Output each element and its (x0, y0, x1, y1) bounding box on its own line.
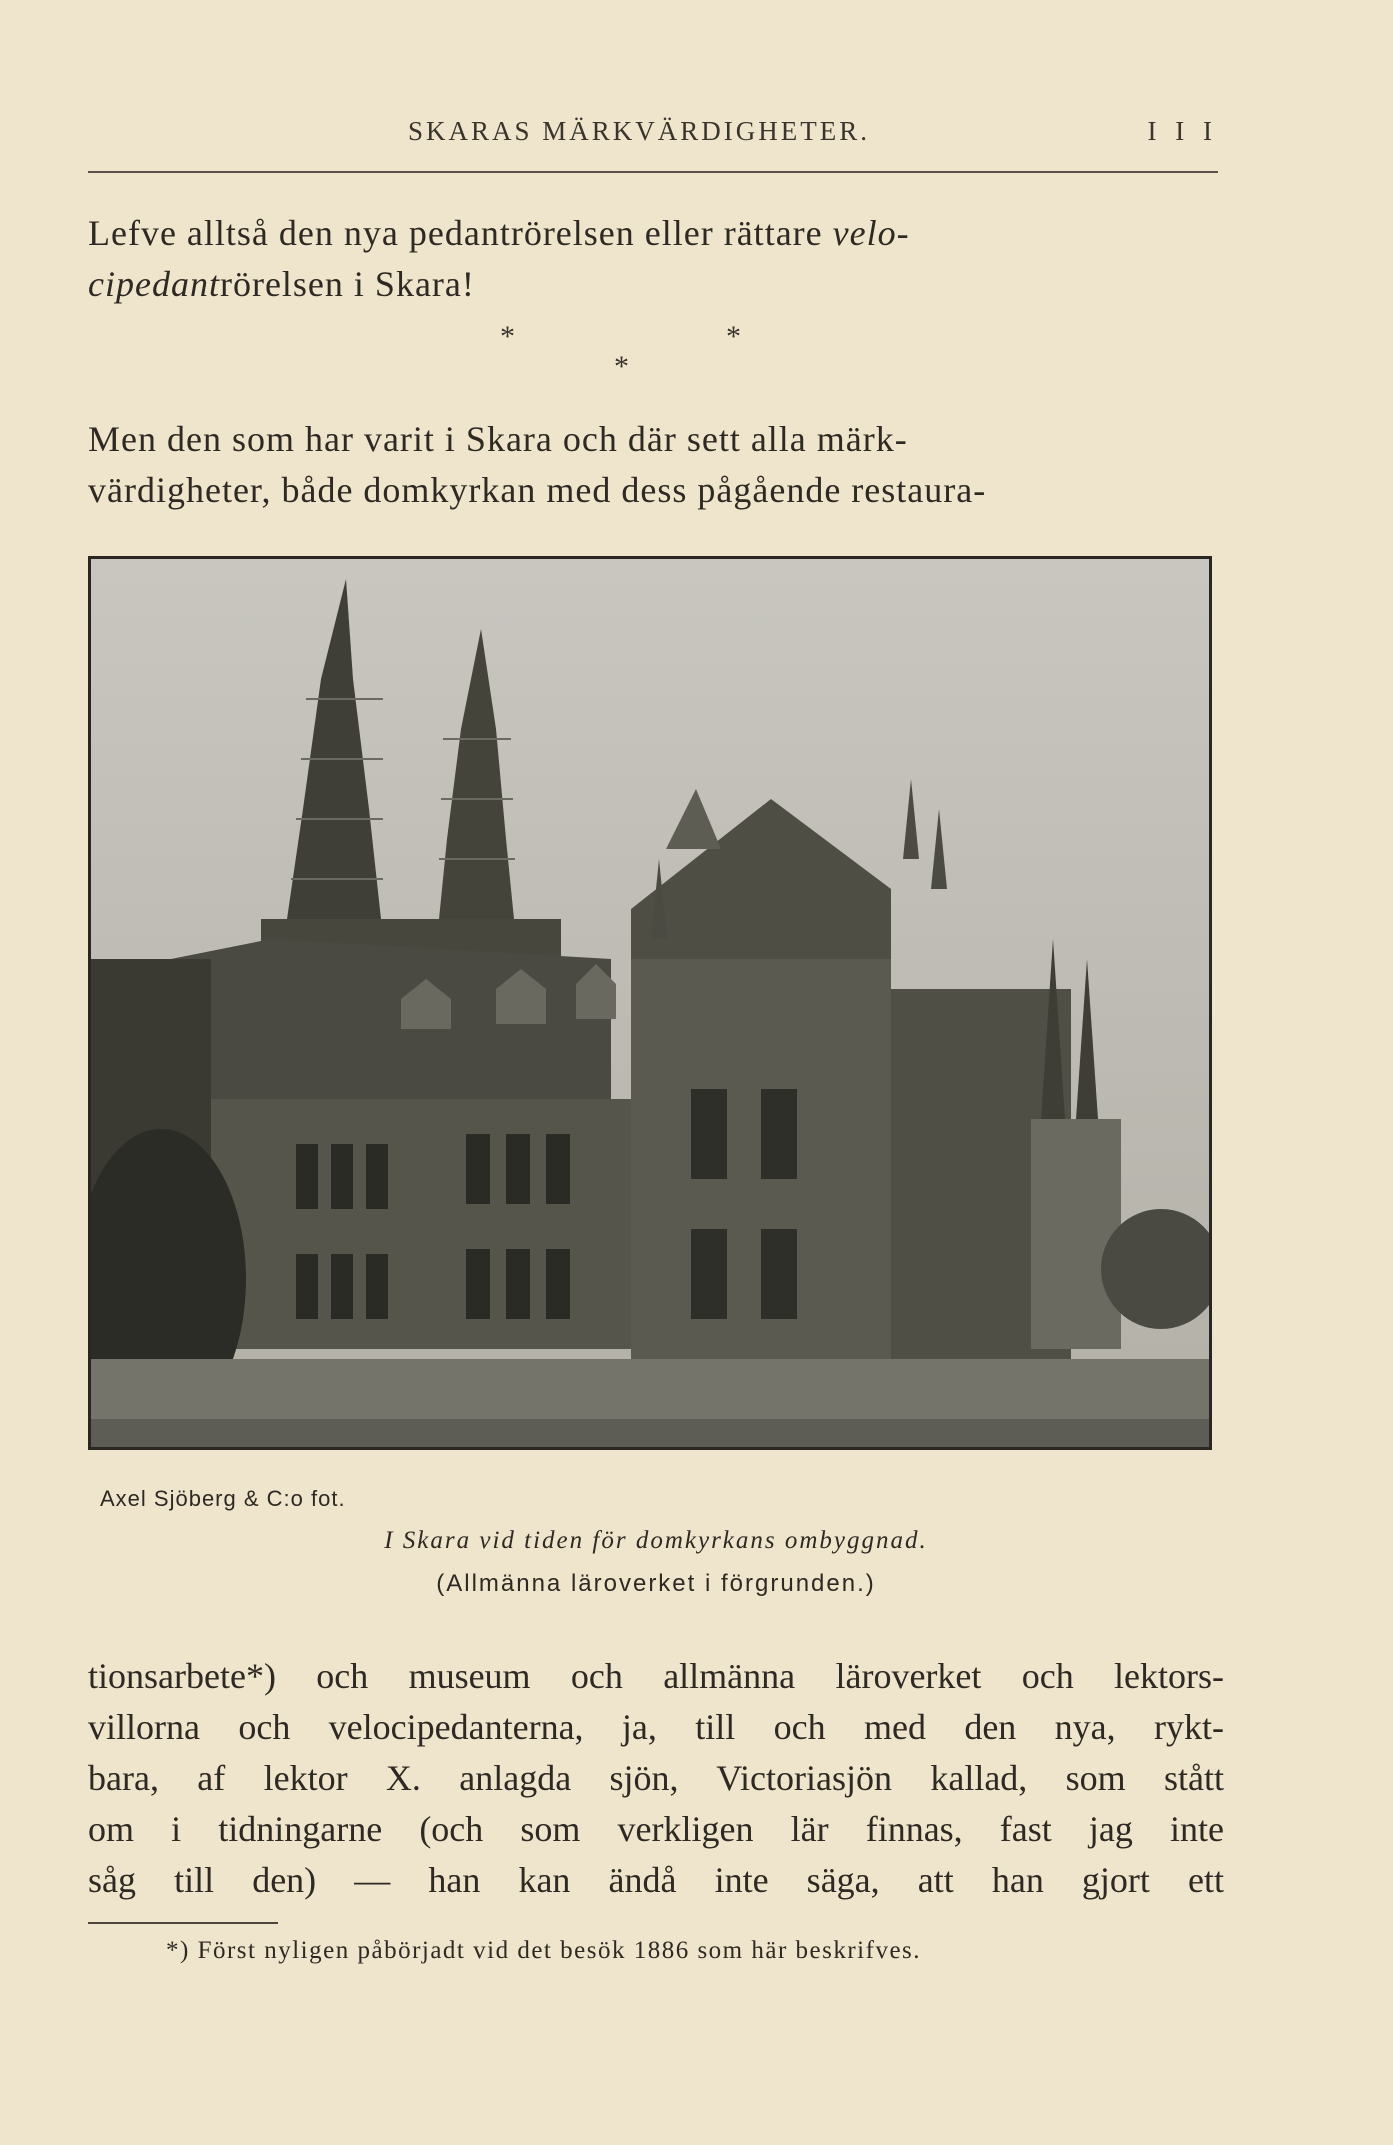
paragraph-2 (88, 414, 1224, 516)
photograph-illustration (91, 559, 1209, 1447)
paragraph-1 (88, 208, 1224, 310)
separator-star: * (726, 320, 741, 353)
page-number: I I I (1147, 116, 1218, 146)
paragraph-3-line: såg till den) — han kan ändå inte säga, att han gjort ett (88, 1860, 1224, 1900)
section-separator (500, 320, 760, 390)
paragraph-3-line: villorna och velocipedanterna, ja, till och med den nya, rykt- (88, 1707, 1224, 1747)
figure-caption: I Skara vid tiden för domkyrkans ombyggnad. (384, 1527, 928, 1554)
footnote-rule (88, 1922, 278, 1924)
footnote: *) Först nyligen påbörjadt vid det besök 1886 som här beskrifves. (166, 1937, 922, 1964)
header-rule (88, 171, 1218, 173)
separator-star: * (500, 320, 515, 353)
photo-credit: Axel Sjöberg & C:o fot. (100, 1486, 346, 1511)
figure-subcaption: (Allmänna läroverket i förgrunden.) (436, 1570, 876, 1597)
paragraph-1-italic-a: velo- (832, 213, 910, 253)
separator-star: * (614, 350, 629, 383)
running-head-title: SKARAS MÄRKVÄRDIGHETER. (408, 116, 871, 146)
paragraph-2-line-2: värdigheter, både domkyrkan med dess pågående restaura- (88, 470, 987, 510)
photograph-school-and-cathedral (88, 556, 1212, 1450)
paragraph-3 (88, 1651, 1224, 1906)
paragraph-3-line: bara, af lektor X. anlagda sjön, Victoriasjön kallad, som stått (88, 1758, 1224, 1798)
paragraph-1-text: Lefve alltså den nya pedantrörelsen eller rättare (88, 213, 833, 253)
paragraph-1-italic-b: cipedant (88, 264, 220, 304)
paragraph-1-text-end: rörelsen i Skara! (219, 264, 475, 304)
paragraph-2-line-1: Men den som har varit i Skara och där sett alla märk- (88, 419, 908, 459)
paragraph-3-line: tionsarbete*) och museum och allmänna läroverket och lektors- (88, 1656, 1224, 1696)
running-head (88, 110, 1218, 160)
paragraph-3-line: om i tidningarne (och som verkligen lär finnas, fast jag inte (88, 1809, 1224, 1849)
